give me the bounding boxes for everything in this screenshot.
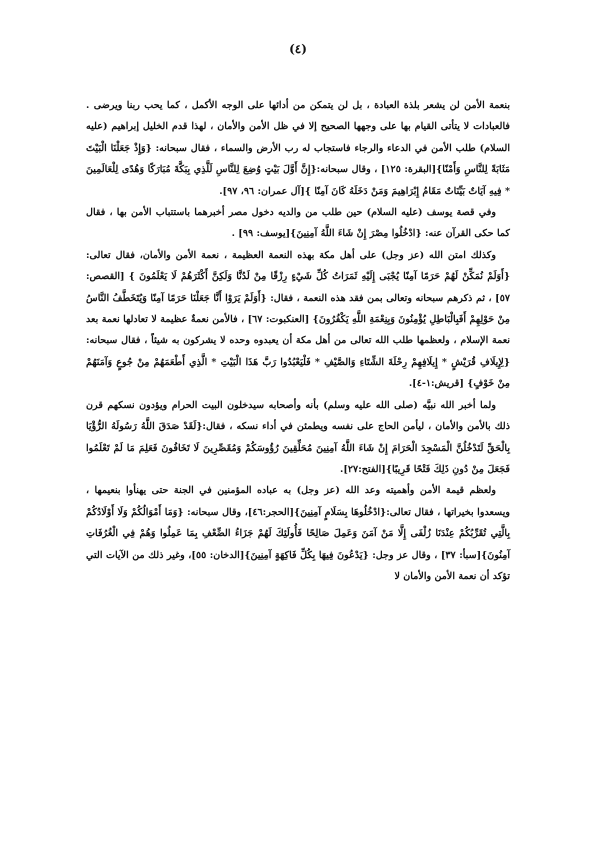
body-text <box>86 95 510 587</box>
paragraph-3: وكذلك امتن الله (عز وجل) على أهل مكة بهذه النعمة العظيمة ، نعمة الأمن والأمان، فقال تعالى: {أَوَلَمْ نُمَكِّنْ لَهُمْ حَرَمًا آمِنًا يُجْبَى إِلَيْهِ ثَمَرَاتُ كُلِّ شَيْءٍ رِزْقًا مِنْ لَدُنَّا وَلَكِنَّ أَكْثَرَهُمْ لَا يَعْلَمُونَ } [القصص: ٥٧] ، ثم ذكرهم سبحانه وتعالى بمن فقد هذه النعمة ، فقال: {أَوَلَمْ يَرَوْا أَنَّا جَعَلْنَا حَرَمًا آمِنًا وَيُتَخَطَّفُ النَّاسُ مِنْ حَوْلِهِمْ أَفَبِالْبَاطِلِ يُؤْمِنُونَ وَبِنِعْمَةِ اللَّهِ يَكْفُرُونَ} [العنكبوت: ٦٧] ، فالأمن نعمةٌ عظيمة لا تعادلها نعمة بعد نعمة الإسلام ، ولعظمها طلب الله تعالى من أهل مكة أن يعبدوه وحده لا يشركون به شيئاً ، فقال سبحانه: {لِإِيلَافِ قُرَيْشٍ * إِيلَافِهِمْ رِحْلَةَ الشِّتَاءِ وَالصَّيْفِ * فَلْيَعْبُدُوا رَبَّ هَذَا الْبَيْتِ * الَّذِي أَطْعَمَهُمْ مِنْ جُوعٍ وَآمَنَهُمْ مِنْ خَوْفٍ} [قريش:١-٤]. <box>86 249 510 390</box>
page-number: (٤) <box>289 42 307 56</box>
paragraph-1: بنعمة الأمن لن يشعر بلذة العبادة ، بل لن يتمكن من أدائها على الوجه الأكمل ، كما يحب ربنا ويرضى . فالعبادات لا يتأتى القيام بها على وجهها الصحيح إلا في ظل الأمن والأمان ، لهذا قدم الخليل إبراهيم (عليه السلام) طلب الأمن في الدعاء والرجاء فاستجاب له رب الأرض والسماء ، فقال سبحانه: {وَإِذْ جَعَلْنَا الْبَيْتَ مَثَابَةً لِلنَّاسِ وَأَمْنًا}[البقرة: ١٢٥] ، وقال سبحانه:{إِنَّ أَوَّلَ بَيْتٍ وُضِعَ لِلنَّاسِ لَلَّذِي بِبَكَّةَ مُبَارَكًا وَهُدًى لِلْعَالَمِينَ * فِيهِ آيَاتٌ بَيِّنَاتٌ مَقَامُ إِبْرَاهِيمَ وَمَنْ دَخَلَهُ كَانَ آمِنًا }[آل عمران: ٩٦، ٩٧]. <box>86 100 510 197</box>
paragraph-5: ولعظم قيمة الأمن وأهميته وعد الله (عز وجل) به عباده المؤمنين في الجنة حتى يهنأوا بنعيمها ، ويسعدوا بخيراتها ، فقال تعالى:{ادْخُلُوهَا بِسَلَامٍ آمِنِينَ}[الحجر:٤٦]، وقال سبحانه: {وَمَا أَمْوَالُكُمْ وَلَا أَوْلَادُكُمْ بِالَّتِي تُقَرِّبُكُمْ عِنْدَنَا زُلْفَى إِلَّا مَنْ آمَنَ وَعَمِلَ صَالِحًا فَأُولَئِكَ لَهُمْ جَزَاءُ الضِّعْفِ بِمَا عَمِلُوا وَهُمْ فِي الْغُرُفَاتِ آمِنُونَ}[سبأ: ٣٧] ، وقال عز وجل: {يَدْعُونَ فِيهَا بِكُلِّ فَاكِهَةٍ آمِنِينَ}[الدخان: ٥٥]، وغير ذلك من الآيات التي تؤكد أن نعمة الأمن والأمان لا <box>86 485 511 582</box>
paragraph-2: وفي قصة يوسف (عليه السلام) حين طلب من والديه دخول مصر أخبرهما باستتباب الأمن بها ، فقال كما حكى القرآن عنه: {ادْخُلُوا مِصْرَ إِنْ شَاءَ اللَّهُ آمِنِينَ}[يوسف: ٩٩] . <box>86 207 510 240</box>
paragraph-4: ولما أخبر الله نبيَّه (صلى الله عليه وسلم) بأنه وأصحابه سيدخلون البيت الحرام ويؤدون نسكهم قرن ذلك بالأمن والأمان ، ليأمن الحاج على نفسه ويطمئن في أداء نسكه ، فقال:{لَقَدْ صَدَقَ اللَّهُ رَسُولَهُ الرُّؤْيَا بِالْحَقِّ لَتَدْخُلُنَّ الْمَسْجِدَ الْحَرَامَ إِنْ شَاءَ اللَّهُ آمِنِينَ مُحَلِّقِينَ رُؤُوسَكُمْ وَمُقَصِّرِينَ لَا تَخَافُونَ فَعَلِمَ مَا لَمْ تَعْلَمُوا فَجَعَلَ مِنْ دُونِ ذَلِكَ فَتْحًا قَرِيبًا}[الفتح:٢٧]. <box>86 399 510 475</box>
